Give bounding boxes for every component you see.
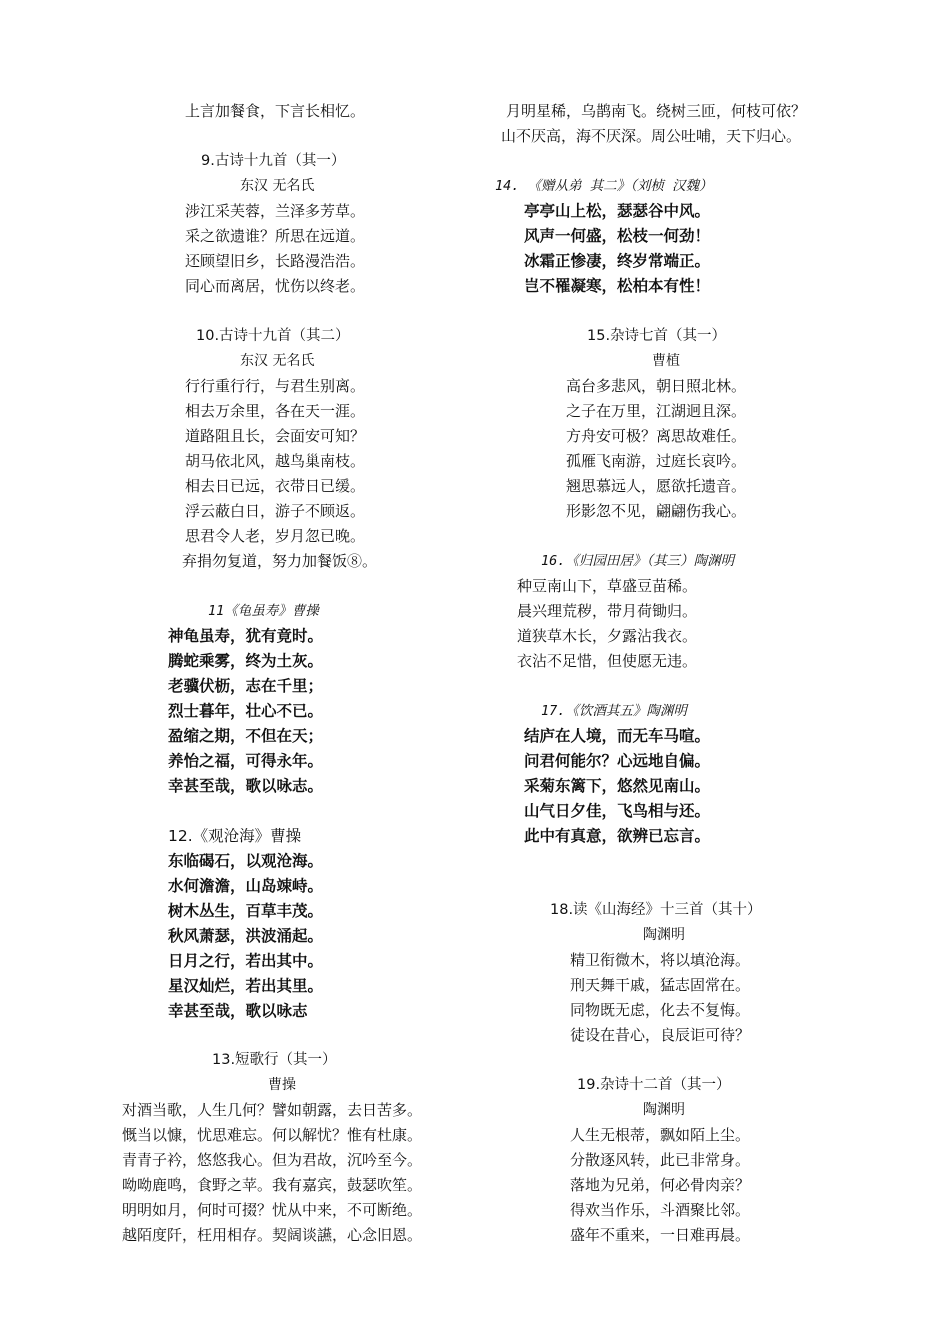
poem-author: 曹操 [268, 1077, 296, 1093]
poem-line: 同心而离居，忧伤以终老。 [185, 277, 366, 295]
poem-line: 星汉灿烂，若出其里。 [168, 977, 324, 995]
poem-line: 同物既无虑，化去不复悔。 [570, 1001, 751, 1019]
poem-line: 东临碣石，以观沧海。 [168, 852, 324, 870]
poem-title: 9.古诗十九首（其一） [201, 153, 346, 169]
poem-line: 越陌度阡，枉用相存。契阔谈讌，心念旧恩。 [122, 1226, 423, 1244]
poem-author: 东汉 无名氏 [240, 353, 315, 369]
poem-line: 冰霜正惨凄，终岁常端正。 [524, 252, 711, 270]
poem-line: 盛年不重来，一日难再晨。 [570, 1226, 751, 1244]
poem-line: 采菊东篱下，悠然见南山。 [524, 777, 711, 795]
poem-line: 徒设在昔心，良辰讵可待？ [570, 1026, 751, 1044]
poem-line: 岂不罹凝寒，松柏本有性！ [524, 277, 711, 295]
poem-line: 之子在万里，江湖迥且深。 [566, 402, 747, 420]
poem-title: 19.杂诗十二首（其一） [577, 1077, 731, 1093]
poem-line: 问君何能尔？心远地自偏。 [524, 752, 711, 770]
poem-line: 结庐在人境，而无车马喧。 [524, 727, 711, 745]
poem-line: 日月之行，若出其中。 [168, 952, 324, 970]
poem-title: 15.杂诗七首（其一） [587, 328, 727, 344]
poem-line: 思君令人老，岁月忽已晚。 [185, 527, 366, 545]
poem-line: 对酒当歌，人生几何？譬如朝露，去日苦多。 [122, 1101, 423, 1119]
poem-author: 陶渊明 [643, 1102, 685, 1118]
poem-line: 方舟安可极？离思故难任。 [566, 427, 747, 445]
poem-line: 山不厌高，海不厌深。周公吐哺，天下归心。 [501, 127, 802, 145]
poem-line: 分散逐风转，此已非常身。 [570, 1151, 751, 1169]
poem-line: 得欢当作乐，斗酒聚比邻。 [570, 1201, 751, 1219]
poem-line: 翘思慕远人，愿欲托遗音。 [566, 477, 747, 495]
poem-line: 衣沾不足惜，但使愿无违。 [517, 652, 698, 670]
poem-line: 明明如月，何时可掇？忧从中来，不可断绝。 [122, 1201, 423, 1219]
poem-line: 树木丛生，百草丰茂。 [168, 902, 324, 920]
poem-line: 浮云蔽白日，游子不顾返。 [185, 502, 366, 520]
poem-author: 曹植 [652, 353, 680, 369]
poem-title: 18.读《山海经》十三首（其十） [550, 902, 762, 918]
poem-line: 晨兴理荒秽，带月荷锄归。 [517, 602, 698, 620]
poem-line: 盈缩之期，不但在天； [168, 727, 324, 745]
poem-line: 烈士暮年，壮心不已。 [168, 702, 324, 720]
poem-line: 落地为兄弟，何必骨肉亲？ [570, 1176, 751, 1194]
poem-line: 养怡之福，可得永年。 [168, 752, 324, 770]
poem-line: 亭亭山上松，瑟瑟谷中风。 [524, 202, 711, 220]
poem-line: 胡马依北风，越鸟巢南枝。 [185, 452, 366, 470]
poem-line: 风声一何盛，松枝一何劲！ [524, 227, 711, 245]
poem-line: 弃捐勿复道，努力加餐饭⑧。 [182, 552, 378, 570]
poem-line: 水何澹澹，山岛竦峙。 [168, 877, 324, 895]
poem-line: 行行重行行，与君生别离。 [185, 377, 366, 395]
poem-line: 山气日夕佳，飞鸟相与还。 [524, 802, 711, 820]
poem-line: 秋风萧瑟，洪波涌起。 [168, 927, 324, 945]
poem-line: 此中有真意，欲辨已忘言。 [524, 827, 711, 845]
poem-line: 种豆南山下，草盛豆苗稀。 [517, 577, 698, 595]
poem-line: 呦呦鹿鸣，食野之苹。我有嘉宾，鼓瑟吹笙。 [122, 1176, 423, 1194]
poem-line: 道路阻且长，会面安可知？ [185, 427, 366, 445]
poem-line: 青青子衿，悠悠我心。但为君故，沉吟至今。 [122, 1151, 423, 1169]
poem-author: 陶渊明 [643, 927, 685, 943]
poem-line: 涉江采芙蓉，兰泽多芳草。 [185, 202, 366, 220]
poem-line: 慨当以慷，忧思难忘。何以解忧？惟有杜康。 [122, 1126, 423, 1144]
poem-title: 16.《归园田居》（其三）陶渊明 [541, 553, 735, 569]
poem-title: 12.《观沧海》曹操 [168, 827, 302, 845]
poem-line: 相去日已远，衣带日已缓。 [185, 477, 366, 495]
poem-line: 月明星稀，乌鹊南飞。绕树三匝，何枝可依？ [506, 102, 807, 120]
poem-author: 东汉 无名氏 [240, 178, 315, 194]
poem-line: 幸甚至哉，歌以咏志。 [168, 777, 324, 795]
poem-line: 高台多悲风，朝日照北林。 [566, 377, 747, 395]
poem-line: 孤雁飞南游，过庭长哀吟。 [566, 452, 747, 470]
poem-line: 老骥伏枥，志在千里； [168, 677, 324, 695]
poem-line: 幸甚至哉，歌以咏志 [168, 1002, 308, 1020]
poem-line: 采之欲遗谁？所思在远道。 [185, 227, 366, 245]
poem-title: 14. 《赠从弟 其二》（刘桢 汉魏） [495, 178, 713, 194]
poem-line: 相去万余里，各在天一涯。 [185, 402, 366, 420]
poem-line: 道狭草木长，夕露沾我衣。 [517, 627, 698, 645]
poem-title: 10.古诗十九首（其二） [196, 328, 350, 344]
poem-line: 精卫衔微木，将以填沧海。 [570, 951, 751, 969]
poem-title: 13.短歌行（其一） [212, 1052, 337, 1068]
poem-line: 刑天舞干戚，猛志固常在。 [570, 976, 751, 994]
poem-line: 腾蛇乘雾，终为土灰。 [168, 652, 324, 670]
poem-line: 上言加餐食，下言长相忆。 [185, 102, 366, 120]
poem-line: 还顾望旧乡，长路漫浩浩。 [185, 252, 366, 270]
poem-line: 形影忽不见，翩翩伤我心。 [566, 502, 747, 520]
poem-title: 17.《饮酒其五》陶渊明 [541, 703, 687, 719]
poem-line: 人生无根蒂，飘如陌上尘。 [570, 1126, 751, 1144]
poem-line: 神龟虽寿，犹有竟时。 [168, 627, 324, 645]
poem-title: 11《龟虽寿》曹操 [208, 603, 319, 619]
